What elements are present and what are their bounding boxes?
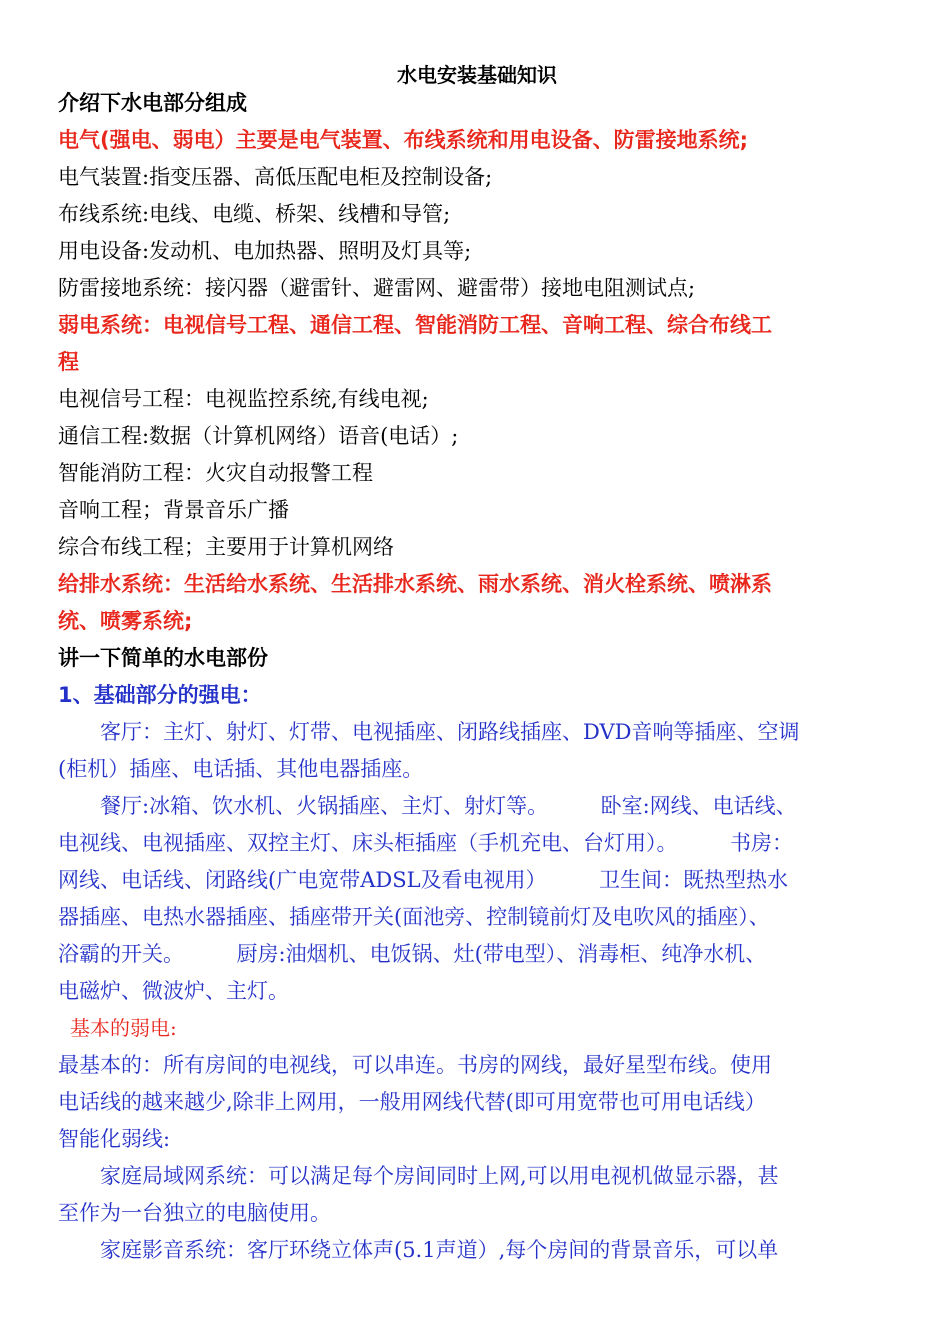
electrical-item-wiring: 布线系统:电线、电缆、桥架、线槽和导管; <box>58 202 451 226</box>
rooms-line: 器插座、电热水器插座、插座带开关(面池旁、控制镜前灯及电吹风的插座）、 <box>58 905 770 929</box>
weak-item-fire: 智能消防工程：火灾自动报警工程 <box>58 461 373 485</box>
smart-weak-heading: 智能化弱线: <box>58 1127 171 1151</box>
heading-simple: 讲一下简单的水电部份 <box>58 646 268 670</box>
document-title: 水电安装基础知识 <box>397 63 557 87</box>
electrical-heading: 电气(强电、弱电）主要是电气装置、布线系统和用电设备、防雷接地系统; <box>58 128 748 152</box>
living-room-line1: 客厅：主灯、射灯、灯带、电视插座、闭路线插座、DVD音响等插座、空调 <box>100 720 800 744</box>
rooms-line: 电视线、电视插座、双控主灯、床头柜插座（手机充电、台灯用）。 书房： <box>58 831 793 855</box>
weak-item-tv: 电视信号工程：电视监控系统,有线电视; <box>58 387 429 411</box>
weak-basic-heading: 基本的弱电: <box>70 1016 177 1040</box>
rooms-line: 电磁炉、微波炉、主灯。 <box>58 979 289 1003</box>
weak-item-cabling: 综合布线工程；主要用于计算机网络 <box>58 535 394 559</box>
home-lan-line2: 至作为一台独立的电脑使用。 <box>58 1201 331 1225</box>
weak-basic-line2: 电话线的越来越少,除非上网用，一般用网线代替(即可用宽带也可用电话线） <box>58 1090 766 1114</box>
home-lan-line1: 家庭局域网系统：可以满足每个房间同时上网,可以用电视机做显示器，甚 <box>100 1164 779 1188</box>
water-system-heading-line2: 统、喷雾系统; <box>58 609 193 633</box>
rooms-line: 餐厅:冰箱、饮水机、火锅插座、主灯、射灯等。 卧室:网线、电话线、 <box>100 794 797 818</box>
document-page <box>58 58 896 1269</box>
weak-item-communication: 通信工程:数据（计算机网络）语音(电话）; <box>58 424 459 448</box>
weak-system-heading-line1: 弱电系统：电视信号工程、通信工程、智能消防工程、音响工程、综合布线工 <box>58 313 772 337</box>
electrical-item-devices: 电气装置:指变压器、高低压配电柜及控制设备; <box>58 165 493 189</box>
water-system-heading-line1: 给排水系统：生活给水系统、生活排水系统、雨水系统、消火栓系统、喷淋系 <box>58 572 772 596</box>
strong-basic-heading: 1、基础部分的强电： <box>58 683 262 707</box>
weak-item-audio: 音响工程；背景音乐广播 <box>58 498 289 522</box>
electrical-item-equipment: 用电设备:发动机、电加热器、照明及灯具等; <box>58 239 472 263</box>
living-room-line2: (柜机）插座、电话插、其他电器插座。 <box>58 757 424 781</box>
electrical-item-lightning: 防雷接地系统：接闪器（避雷针、避雷网、避雷带）接地电阻测试点; <box>58 276 696 300</box>
rooms-line: 浴霸的开关。 厨房:油烟机、电饭锅、灶(带电型）、消毒柜、纯净水机、 <box>58 942 767 966</box>
heading-intro: 介绍下水电部分组成 <box>58 91 247 115</box>
weak-system-heading-line2: 程 <box>58 350 79 374</box>
rooms-line: 网线、电话线、闭路线(广电宽带ADSL及看电视用） 卫生间：既热型热水 <box>58 868 789 892</box>
weak-basic-line1: 最基本的：所有房间的电视线，可以串连。书房的网线，最好星型布线。使用 <box>58 1053 772 1077</box>
home-theater-line1: 家庭影音系统：客厅环绕立体声(5.1声道）,每个房间的背景音乐，可以单 <box>100 1238 779 1262</box>
